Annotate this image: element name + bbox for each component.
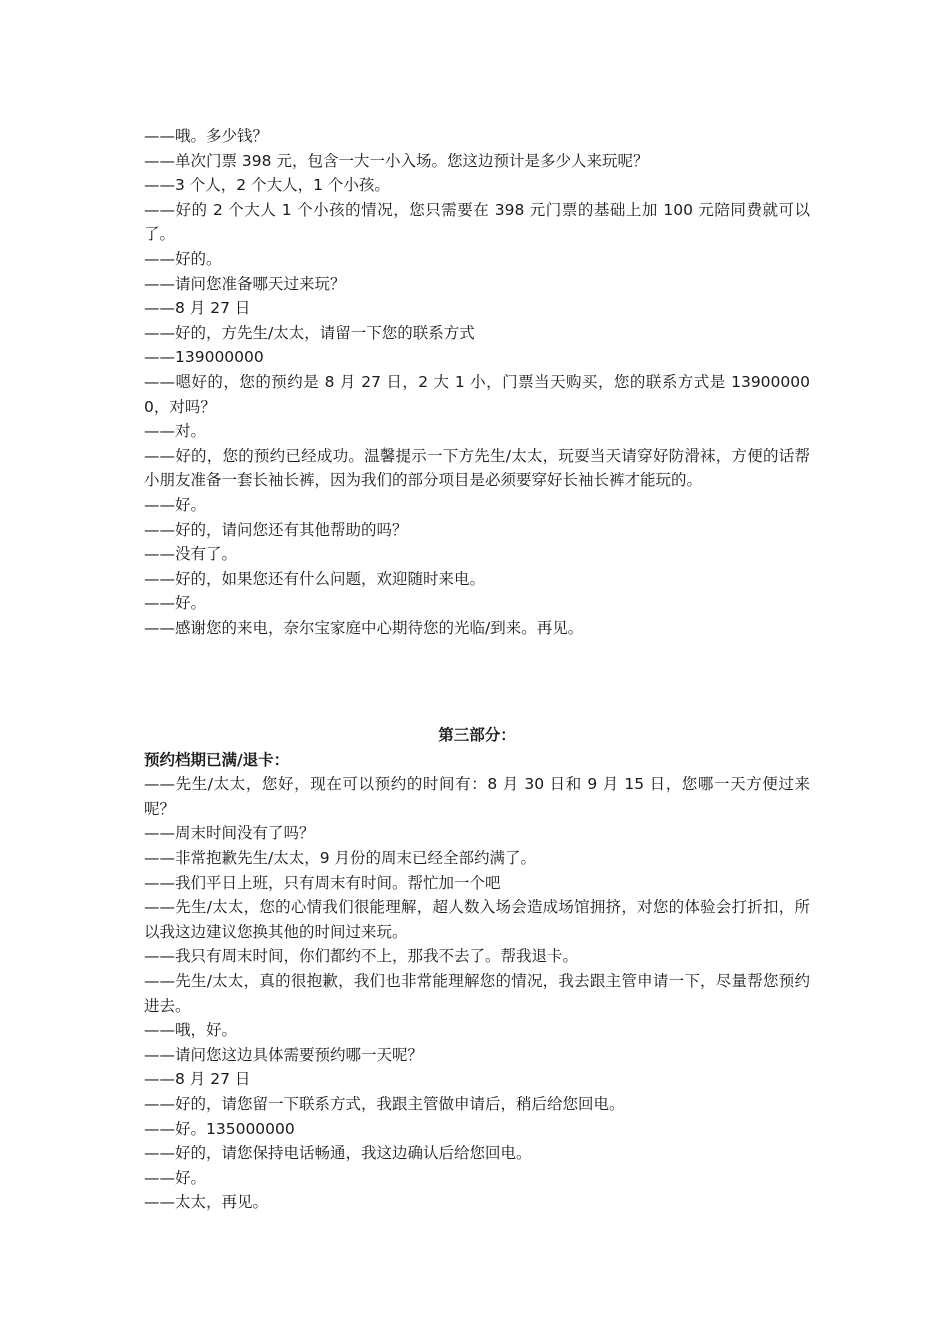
- dialogue-line: ——我只有周末时间，你们都约不上，那我不去了。帮我退卡。: [144, 947, 579, 966]
- dialogue-line: ——8 月 27 日: [144, 299, 251, 318]
- dialogue-line: ——好的，请您留一下联系方式，我跟主管做申请后，稍后给您回电。: [144, 1094, 625, 1113]
- dialogue-line: ——单次门票 398 元，包含一大一小入场。您这边预计是多少人来玩呢？: [144, 151, 649, 170]
- dialogue-line: ——我们平日上班，只有周末有时间。帮忙加一个吧: [144, 873, 501, 892]
- dialogue-line: ——139000000: [144, 348, 264, 367]
- dialogue-line: ——哦。多少钱？: [144, 127, 269, 145]
- dialogue-line: ——先生/太太，您的心情我们很能理解，超人数入场会造成场馆拥挤，对您的体验会打折扣，所以我这边建议您换其他的时间过来玩。: [144, 898, 810, 941]
- dialogue-line: ——先生/太太，您好，现在可以预约的时间有：8 月 30 日和 9 月 15 日，您哪一天方便过来呢？: [144, 775, 810, 818]
- dialogue-line: ——好的 2 个大人 1 个小孩的情况，您只需要在 398 元门票的基础上加 100 元陪同费就可以了。: [144, 200, 810, 244]
- dialogue-line: ——好的，请问您还有其他帮助的吗？: [144, 520, 408, 539]
- dialogue-line: ——好。: [144, 1168, 207, 1187]
- dialogue-line: ——好的，您的预约已经成功。温馨提示一下方先生/太太，玩耍当天请穿好防滑袜，方便的话帮小朋友准备一套长袖长裤，因为我们的部分项目是必须要穿好长袖长裤才能玩的。: [144, 446, 810, 490]
- scenario-heading: 预约档期已满/退卡：: [144, 750, 290, 769]
- dialogue-line: ——好。: [144, 495, 207, 514]
- dialogue-line: ——没有了。: [144, 545, 238, 564]
- dialogue-line: ——感谢您的来电，奈尔宝家庭中心期待您的光临/到来。再见。: [144, 618, 584, 637]
- dialogue-line: ——嗯好的，您的预约是 8 月 27 日，2 大 1 小，门票当天购买，您的联系方式是 139000000，对吗？: [144, 372, 810, 416]
- dialogue-line: ——周末时间没有了吗？: [144, 824, 315, 843]
- dialogue-line: ——哦，好。: [144, 1021, 238, 1040]
- dialogue-line: ——非常抱歉先生/太太，9 月份的周末已经全部约满了。: [144, 848, 537, 867]
- section-heading: 第三部分：: [438, 726, 516, 744]
- dialogue-line: ——好的。: [144, 249, 222, 268]
- dialogue-line: ——先生/太太，真的很抱歉，我们也非常能理解您的情况，我去跟主管申请一下，尽量帮您预约进去。: [144, 971, 810, 1015]
- dialogue-line: ——对。: [144, 422, 207, 441]
- dialogue-part-two: [144, 124, 810, 640]
- dialogue-line: ——好的，如果您还有什么问题，欢迎随时来电。: [144, 569, 486, 588]
- dialogue-line: ——3 个人，2 个大人，1 个小孩。: [144, 176, 390, 195]
- dialogue-line: ——8 月 27 日: [144, 1070, 251, 1089]
- dialogue-line: ——好。135000000: [144, 1119, 295, 1138]
- dialogue-line: ——请问您这边具体需要预约哪一天呢？: [144, 1045, 424, 1064]
- dialogue-line: ——太太，再见。: [144, 1193, 269, 1212]
- dialogue-part-three: [144, 723, 810, 1215]
- dialogue-line: ——请问您准备哪天过来玩？: [144, 274, 346, 293]
- dialogue-line: ——好的，请您保持电话畅通，我这边确认后给您回电。: [144, 1144, 532, 1163]
- dialogue-line: ——好的，方先生/太太，请留一下您的联系方式: [144, 323, 475, 342]
- dialogue-line: ——好。: [144, 594, 207, 613]
